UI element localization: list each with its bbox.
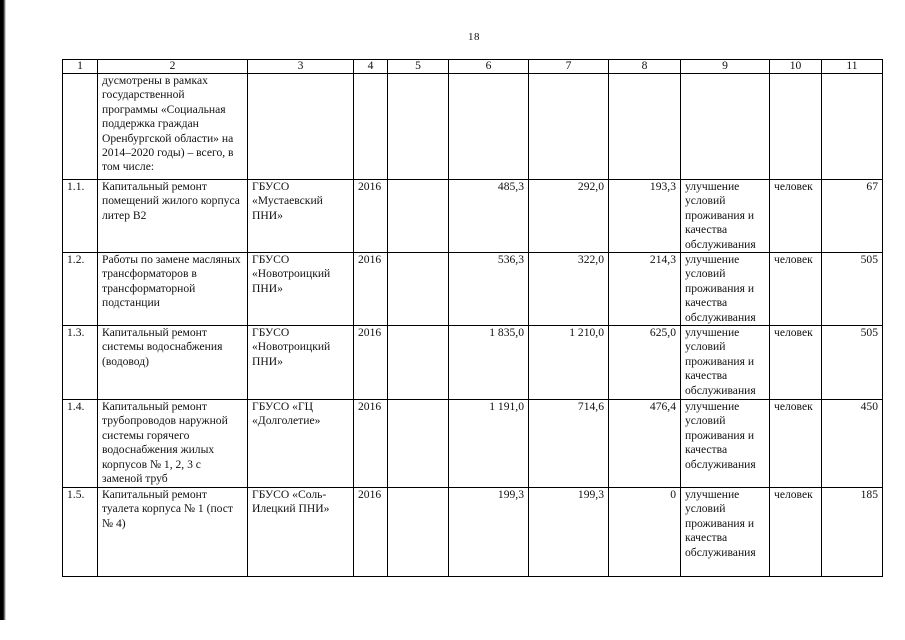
cell-col5 [388, 488, 449, 577]
amount-total: 1 835,0 [449, 326, 529, 400]
count: 67 [822, 180, 883, 253]
cell-col5 [388, 400, 449, 488]
amount-col7: 322,0 [529, 253, 609, 326]
amount-total: 536,3 [449, 253, 529, 326]
table-row [63, 253, 883, 326]
year: 2016 [354, 488, 388, 577]
item-name: Капитальный ремонт помещений жилого корпуса литер В2 [98, 180, 248, 253]
organization: ГБУСО «Новотроицкий ПНИ» [248, 253, 354, 326]
amount-total: 485,3 [449, 180, 529, 253]
count: 185 [822, 488, 883, 577]
cell-empty [63, 74, 98, 180]
cell-col5 [388, 326, 449, 400]
item-number: 1.3. [63, 326, 98, 400]
year: 2016 [354, 180, 388, 253]
column-header: 8 [609, 60, 681, 74]
amount-col8: 625,0 [609, 326, 681, 400]
column-header: 5 [388, 60, 449, 74]
cell-empty [609, 74, 681, 180]
table-row [63, 488, 883, 577]
cell-empty [388, 74, 449, 180]
cell-empty [248, 74, 354, 180]
amount-col8: 0 [609, 488, 681, 577]
count: 505 [822, 253, 883, 326]
scan-edge [0, 0, 6, 620]
goal: улучшение условий проживания и качества обслуживания [681, 400, 770, 488]
cell-empty [770, 74, 822, 180]
column-header: 6 [449, 60, 529, 74]
goal: улучшение условий проживания и качества обслуживания [681, 180, 770, 253]
item-name: Работы по замене масляных трансформаторов в трансформаторной подстанции [98, 253, 248, 326]
column-header: 10 [770, 60, 822, 74]
item-number: 1.4. [63, 400, 98, 488]
amount-col8: 214,3 [609, 253, 681, 326]
goal: улучшение условий проживания и качества обслуживания [681, 326, 770, 400]
unit: человек [770, 400, 822, 488]
header-row [63, 60, 883, 74]
cell-empty [449, 74, 529, 180]
amount-col7: 1 210,0 [529, 326, 609, 400]
cell-col5 [388, 180, 449, 253]
program-table [62, 59, 883, 577]
continuation-row [63, 74, 883, 180]
organization: ГБУСО «Соль-Илецкий ПНИ» [248, 488, 354, 577]
table-row [63, 180, 883, 253]
item-name: Капитальный ремонт трубопроводов наружной системы горячего водоснабжения жилых корпусов № 1, 2, 3 с заменой труб [98, 400, 248, 488]
amount-col7: 199,3 [529, 488, 609, 577]
cell-empty [681, 74, 770, 180]
year: 2016 [354, 253, 388, 326]
continuation-text: дусмотрены в рамках государственной программы «Социальная поддержка граждан Оренбургской области» на 2014–2020 годы) – всего, в том числе: [98, 74, 248, 180]
table-row [63, 326, 883, 400]
unit: человек [770, 180, 822, 253]
unit: человек [770, 326, 822, 400]
amount-col8: 476,4 [609, 400, 681, 488]
cell-empty [822, 74, 883, 180]
count: 450 [822, 400, 883, 488]
unit: человек [770, 488, 822, 577]
amount-col7: 292,0 [529, 180, 609, 253]
year: 2016 [354, 326, 388, 400]
unit: человек [770, 253, 822, 326]
column-header: 9 [681, 60, 770, 74]
item-name: Капитальный ремонт туалета корпуса № 1 (пост № 4) [98, 488, 248, 577]
item-name: Капитальный ремонт системы водоснабжения (водовод) [98, 326, 248, 400]
organization: ГБУСО «ГЦ «Долголетие» [248, 400, 354, 488]
cell-col5 [388, 253, 449, 326]
amount-total: 199,3 [449, 488, 529, 577]
goal: улучшение условий проживания и качества обслуживания [681, 488, 770, 577]
amount-col7: 714,6 [529, 400, 609, 488]
organization: ГБУСО «Новотроицкий ПНИ» [248, 326, 354, 400]
count: 505 [822, 326, 883, 400]
column-header: 3 [248, 60, 354, 74]
column-header: 11 [822, 60, 883, 74]
page-number: 18 [468, 31, 480, 43]
amount-col8: 193,3 [609, 180, 681, 253]
table-row [63, 400, 883, 488]
organization: ГБУСО «Мустаевский ПНИ» [248, 180, 354, 253]
item-number: 1.1. [63, 180, 98, 253]
column-header: 1 [63, 60, 98, 74]
column-header: 2 [98, 60, 248, 74]
cell-empty [354, 74, 388, 180]
amount-total: 1 191,0 [449, 400, 529, 488]
cell-empty [529, 74, 609, 180]
goal: улучшение условий проживания и качества обслуживания [681, 253, 770, 326]
column-header: 7 [529, 60, 609, 74]
column-header: 4 [354, 60, 388, 74]
year: 2016 [354, 400, 388, 488]
item-number: 1.2. [63, 253, 98, 326]
item-number: 1.5. [63, 488, 98, 577]
